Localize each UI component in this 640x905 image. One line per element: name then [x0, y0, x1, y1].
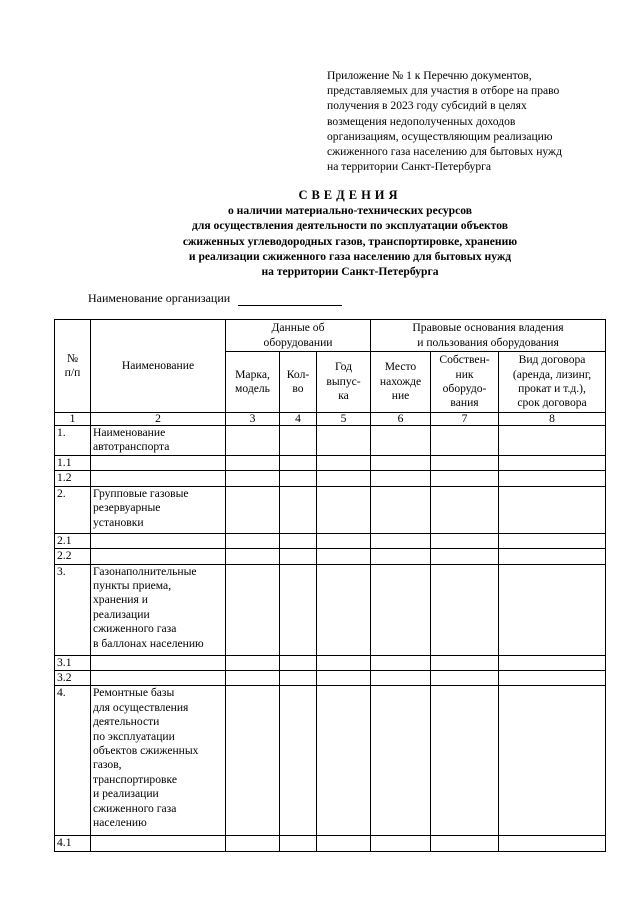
row-name: Групповые газовые резервуарные установки: [91, 486, 226, 533]
row-number: 1.: [55, 426, 91, 456]
row-number: 4.: [55, 686, 91, 836]
table-cell[interactable]: [371, 655, 431, 670]
row-number: 3.2: [55, 671, 91, 686]
table-cell[interactable]: [431, 456, 499, 471]
table-cell[interactable]: [317, 533, 371, 548]
table-cell[interactable]: [280, 456, 317, 471]
row-number: 4.1: [55, 836, 91, 851]
table-cell[interactable]: [317, 686, 371, 836]
table-cell[interactable]: [431, 533, 499, 548]
table-cell[interactable]: [317, 836, 371, 851]
table-cell[interactable]: [280, 471, 317, 486]
header-location: Место нахожде ние: [371, 352, 431, 413]
row-name: [91, 549, 226, 564]
table-row: [55, 671, 606, 686]
appendix-note: Приложение № 1 к Перечню документов, представляемых для участия в отборе на право получения в 2023 году субсидий в целях возмещения недополученных доходов организациям, осуществляющим реализацию сжиженного газа населению для бытовых нужд на территории Санкт-Петербурга: [327, 69, 562, 174]
table-cell[interactable]: [280, 533, 317, 548]
table-cell[interactable]: [499, 456, 606, 471]
table-cell[interactable]: [499, 686, 606, 836]
col-number: 8: [499, 413, 606, 426]
table-cell[interactable]: [226, 486, 280, 533]
table-cell[interactable]: [226, 426, 280, 456]
table-cell[interactable]: [226, 836, 280, 851]
table-cell[interactable]: [431, 671, 499, 686]
table-row: [55, 564, 606, 655]
row-number: 1.1: [55, 456, 91, 471]
row-name: [91, 836, 226, 851]
col-number: 7: [431, 413, 499, 426]
header-owner: Собствен- ник оборудо- вания: [431, 352, 499, 413]
table-cell[interactable]: [280, 836, 317, 851]
table-cell[interactable]: [499, 549, 606, 564]
table-cell[interactable]: [499, 426, 606, 456]
organization-label: Наименование организации: [88, 291, 231, 305]
table-row: [55, 655, 606, 670]
table-cell[interactable]: [317, 426, 371, 456]
row-name: Наименование автотранспорта: [91, 426, 226, 456]
resources-table: [54, 319, 606, 852]
table-row: [55, 486, 606, 533]
table-cell[interactable]: [499, 671, 606, 686]
row-number: 2.: [55, 486, 91, 533]
row-name: [91, 533, 226, 548]
table-cell[interactable]: [317, 655, 371, 670]
table-cell[interactable]: [371, 836, 431, 851]
table-cell[interactable]: [371, 686, 431, 836]
table-cell[interactable]: [226, 671, 280, 686]
table-cell[interactable]: [280, 671, 317, 686]
table-cell[interactable]: [317, 549, 371, 564]
col-number: 6: [371, 413, 431, 426]
table-cell[interactable]: [280, 686, 317, 836]
title-main: СВЕДЕНИЯ: [298, 188, 402, 202]
table-cell[interactable]: [317, 564, 371, 655]
table-cell[interactable]: [226, 686, 280, 836]
table-cell[interactable]: [280, 486, 317, 533]
table-cell[interactable]: [371, 671, 431, 686]
table-cell[interactable]: [371, 426, 431, 456]
table-cell[interactable]: [280, 426, 317, 456]
table-cell[interactable]: [499, 486, 606, 533]
row-number: 2.1: [55, 533, 91, 548]
table-cell[interactable]: [431, 655, 499, 670]
table-row: [55, 426, 606, 456]
table-cell[interactable]: [499, 655, 606, 670]
table-row: [55, 549, 606, 564]
table-cell[interactable]: [499, 533, 606, 548]
row-name: [91, 671, 226, 686]
table-cell[interactable]: [317, 671, 371, 686]
organization-blank-line[interactable]: [238, 294, 342, 306]
row-name: Ремонтные базы для осуществления деятельности по эксплуатации объектов сжиженных газов, транспортировке и реализации сжиженного газа населению: [91, 686, 226, 836]
table-row: [55, 836, 606, 851]
table-cell[interactable]: [431, 836, 499, 851]
header-equipment-group: Данные об оборудовании: [226, 320, 371, 352]
row-name: Газонаполнительные пункты приема, хранения и реализации сжиженного газа в баллонах населению: [91, 564, 226, 655]
header-legal-group: Правовые основания владения и пользования оборудования: [371, 320, 606, 352]
title-body: о наличии материально-технических ресурсов для осуществления деятельности по эксплуатации объектов сжиженных углеводородных газов, транспортировке, хранению и реализации сжиженного газа населению для бытовых нужд на территории Санкт-Петербурга: [182, 204, 518, 279]
table-cell[interactable]: [226, 655, 280, 670]
table-cell[interactable]: [226, 533, 280, 548]
document-title: [80, 188, 620, 279]
row-number: 1.2: [55, 471, 91, 486]
table-cell[interactable]: [226, 549, 280, 564]
row-name: [91, 456, 226, 471]
header-year: Год выпус- ка: [317, 352, 371, 413]
table-cell[interactable]: [226, 564, 280, 655]
header-name: Наименование: [91, 320, 226, 413]
row-name: [91, 471, 226, 486]
table-cell[interactable]: [280, 655, 317, 670]
col-number: 4: [280, 413, 317, 426]
col-number: 1: [55, 413, 91, 426]
table-cell[interactable]: [431, 564, 499, 655]
table-cell[interactable]: [371, 456, 431, 471]
table-cell[interactable]: [280, 549, 317, 564]
table-cell[interactable]: [317, 471, 371, 486]
table-row: [55, 533, 606, 548]
table-cell[interactable]: [317, 456, 371, 471]
col-number: 5: [317, 413, 371, 426]
table-cell[interactable]: [280, 564, 317, 655]
table-cell[interactable]: [431, 471, 499, 486]
table-cell[interactable]: [499, 471, 606, 486]
table-row: [55, 456, 606, 471]
table-cell[interactable]: [226, 456, 280, 471]
table-cell[interactable]: [431, 426, 499, 456]
column-number-row: [55, 413, 606, 426]
table-row: [55, 471, 606, 486]
table-cell[interactable]: [371, 471, 431, 486]
table-cell[interactable]: [371, 564, 431, 655]
table-cell[interactable]: [431, 686, 499, 836]
table-cell[interactable]: [499, 836, 606, 851]
row-number: 3.1: [55, 655, 91, 670]
header-brand: Марка, модель: [226, 352, 280, 413]
header-contract: Вид договора (аренда, лизинг, прокат и т.д.), срок договора: [499, 352, 606, 413]
table-cell[interactable]: [499, 564, 606, 655]
table-cell[interactable]: [371, 549, 431, 564]
table-cell[interactable]: [371, 486, 431, 533]
table-cell[interactable]: [431, 549, 499, 564]
col-number: 3: [226, 413, 280, 426]
table-cell[interactable]: [226, 471, 280, 486]
header-qty: Кол- во: [280, 352, 317, 413]
table-row: [55, 686, 606, 836]
row-number: 2.2: [55, 549, 91, 564]
table-cell[interactable]: [317, 486, 371, 533]
col-number: 2: [91, 413, 226, 426]
row-name: [91, 655, 226, 670]
table-cell[interactable]: [371, 533, 431, 548]
organization-field: [88, 291, 342, 306]
header-num: № п/п: [55, 320, 91, 413]
table-cell[interactable]: [431, 486, 499, 533]
row-number: 3.: [55, 564, 91, 655]
